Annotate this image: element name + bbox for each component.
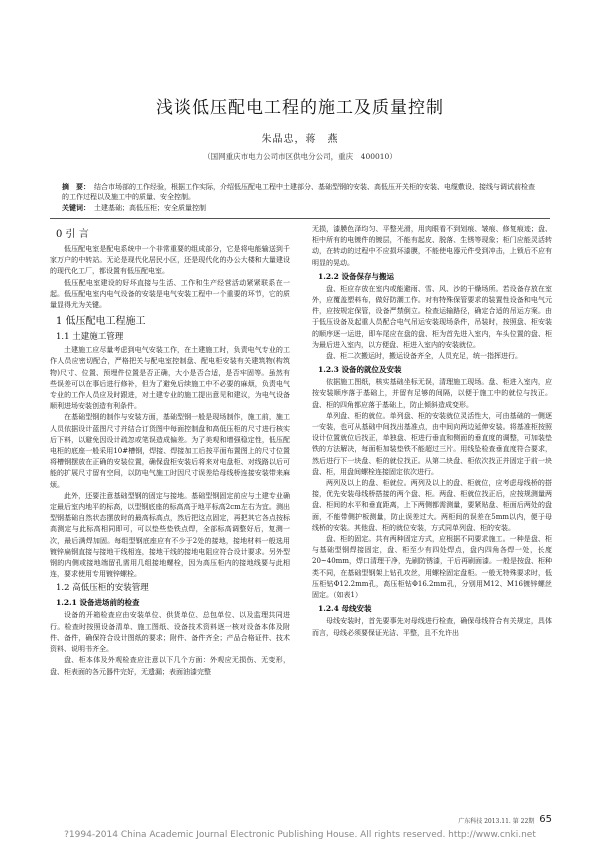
page-footer [402,814,552,825]
paragraph: 单列盘、柜的就位。单列盘、柜的安装就位灵活性大，可由基础的一侧逐一安装，也可从基础中间找出基准点，由中间向两边延伸安装。将基准柜按照设计位置就位后找正，单独盘、柜进行垂直和侧面的垂直度的调整，可加装垫铁的方法解决，每面柜加装垫铁不能超过三片。用线坠检查垂直度符合要求，然后进行下一块盘、柜的就位找正。从第二块盘、柜依次找正并固定于前一块盘、柜，用盘间螺栓连接固定依次进行。 [312,411,552,476]
paragraph: 土建施工应尽量考虑到电气安装工作，在土建施工时，负责电气专业的工作人员应密切配合，严格把关与配电室控制盘、配电柜安装有关建筑物(构筑物)尺寸、位置、预埋件位置是否正确，大小是否合适，是否牢固等。虽然有些误差可以在事后进行修补，但为了避免后续施工中不必要的麻烦，负责电气专业的工作人员应及时跟进，对土建专业的施工提出意见和建议，为电气设备顺利进场安装创造有利条件。 [50,346,290,411]
paragraph: 设备的开箱检查应由安装单位、供货单位、总包单位、以及监理共同进行。检查时按照设备清单、施工图纸、设备技术资料逐一核对设备本体及附件、备件，确保符合设计图纸的要求；附件、备件齐全；产品合格证件、技术资料、说明书齐全。 [50,611,290,654]
subsubsection-heading-1-2-4: 1.2.4 母线安装 [318,604,372,614]
keywords-text: 土建基础；高低压柜；安全质量控制 [94,204,206,212]
authors: 朱晶忠，蒋 燕 [261,134,339,145]
subsubsection-heading-1-2-1: 1.2.1 设备进场前的检查 [56,598,140,608]
abstract-divider [50,218,550,219]
abstract-label: 摘 要： [62,182,90,191]
subsection-heading-1-1: 1.1 土建施工管理 [56,332,124,343]
paragraph: 此外，还要注意基础型钢的固定与接地。基础型钢固定前应与土建专业确定最后室内地平的标高，以型钢底座的标高高于地平标高2cm左右为宜。测出型钢基础自然状态摆放时的最高标高点，然后把这点固定，再把其它各点按标高测定与此标高相同即可，可以垫些垫铁点焊，全部标高调整好后，复测一次，最后满焊加固。每组型钢底座应有不少于2处的接地，接地材料一般选用镀锌扁钢直接与接地干线相连，接地干线的接地电阻应符合设计要求。另外型钢的内侧或接地端留孔需用几组接地螺栓，因为高压柜内的接地线要与此相连，要求使用专用镀锌螺栓。 [50,491,290,579]
paragraph: 依据施工图纸，核实基础坐标无误，清理施工现场。盘、柜进入室内，应按安装顺序落于基础上，并留有足够的间隔，以便于施工中的就位与找正。盘、柜的四角都应落于基础上，防止倾斜造成变形。 [312,378,552,409]
paragraph: 低压配电室是配电系统中一个非常重要的组成部分，它是将电能输送到千家万户的中转站。无论是现代化居民小区，还是现代化的办公大楼和大量建设的现代化工厂，都设置有低压配电室。 [50,245,290,276]
left-column [50,224,290,678]
paragraph: 在基础型钢的制作与安装方面，基础型钢一般是现场制作，施工前，施工人员依据设计蓝图尺寸并结合订货图中每面控制盘和高低压柜的尺寸进行核实后下料，以避免因设计疏忽或笔误造成偏差。为了美观和增强稳定性，低压配电柜的底座一般采用10#槽钢，焊接、焊接加工后按平面布置图上的尺寸位置将槽钢摆放在正确的安装位置，确保盘柜安装后将来对电盘柜、对线路以后可能的扩展尺寸留有空间，以防电气施工时因尺寸误差给母线桥连接安装带来麻烦。 [50,413,290,489]
right-column [312,224,552,639]
paragraph: 盘、柜二次搬运时，搬运设备齐全，人员充足，统一指挥进行。 [326,352,522,361]
subsubsection-heading-1-2-3: 1.2.3 设备的就位及安装 [318,365,402,375]
paragraph: 无损，漆膜色泽均匀、平整光滑，用肉眼看不到划痕、皱痕、修复痕迹；盘、柜中所有的电镀件的镀层，不能有起皮、脱落、生锈等现象；柜门应能灵活转动，在转动的过程中不应损坏漆膜，不能使电器元件受到冲击，上锁后不应有明显的晃动。 [312,225,552,267]
affiliation: （国网重庆市电力公司市区供电分公司，重庆 400010） [203,152,397,161]
abstract-block [62,182,537,213]
paper-title: 浅谈低压配电工程的施工及质量控制 [156,98,444,118]
keywords-label: 关键词： [62,203,90,212]
copyright-notice: ?1994-2014 China Academic Journal Electronic Publishing House. All rights reserved. http://www.cnki.net [64,830,536,840]
paragraph: 低压配电室建设的好坏直接与生活、工作和生产经营活动紧紧联系在一起。低压配电室内电气设备的安装是电气安装工程中一个重要的环节，它的质量显得尤为关键。 [50,278,290,310]
section-heading-introduction: 0 引 言 [56,229,89,240]
paragraph: 盘、柜的固定。共有两种固定方式，应根据不同要求施工。一种是盘、柜与基础型钢焊接固定，盘、柜至少有四处焊点，盘内四角各焊一处，长度20~40mm，焊口清理干净，先刷防锈漆，干后再刷面漆。一般是按盘、柜种类不同，在基础型钢架上钻孔攻丝，用螺栓固定盘柜。一般无特殊要求时，低压柜钻Φ12.2mm孔，高压柜钻Φ16.2mm孔，分别用M12、M16镀锌螺丝固定。（如表1） [312,535,552,600]
subsection-heading-1-2: 1.2 高低压柜的安装管理 [56,583,149,594]
abstract-text: 结合市场部的工作经验，根据工作实际，介绍低压配电工程中土建部分、基础型钢的安装、高低压开关柜的安装、电缆敷设、接线与调试前检查的工作过程以及施工中的质量、安全控制。 [62,183,535,201]
paragraph: 母线安装时，首先要事先对母线进行检查，确保母线符合有关规定，具体而言，母线必须要保证光洁、平整，且不允许出 [312,617,552,637]
paragraph: 盘、柜本体及外观检查应注意以下几个方面：外观应无损伤、无变形，盘、柜表面的各元器件完好，无遗漏；表面油漆完整 [50,656,290,676]
page-number: 65 [539,814,552,825]
paragraph: 两列及以上的盘、柜就位。两列及以上的盘、柜就位，应考虑母线桥的搭接，优先安装母线桥搭接的两个盘、柜。两盘、柜就位找正后，应按规测量两盘、柜间的水平和垂直距离，上下两侧都需测量，要紧贴盘、柜面后两处的盘面，不能带侧护板测量，防止误差过大。两柜间的误差在5mm以内，便于母线桥的安装。其他盘、柜的就位安装，方式同单列盘、柜的安装。 [312,479,552,532]
section-heading-1: 1 低压配电工程施工 [56,316,146,328]
subsubsection-heading-1-2-2: 1.2.2 设备保存与搬运 [318,271,394,281]
keywords [62,203,537,213]
journal-info: 广东科技 2013.11. 第 22期 [458,818,535,825]
abstract [62,182,537,202]
paragraph: 盘、柜应存放在室内或能避雨、雪、风、沙的干燥场所。若设备存放在室外，应覆盖塑料布，做好防潮工作。对有特殊保管要求的装置性设备和电气元件，应按规定保管，设备严禁倒立。检查运输路径，确定合适的吊运方案。由于低压设备及起重人员配合电气吊运安装现场条件，吊装时，按照盘、柜安装的顺序逐一运进，即车尾应在盘的盘、柜为首先进入室内，车头位置的盘、柜为最后进入室内，以方便盘、柜进入室内的安装就位。 [312,284,552,349]
